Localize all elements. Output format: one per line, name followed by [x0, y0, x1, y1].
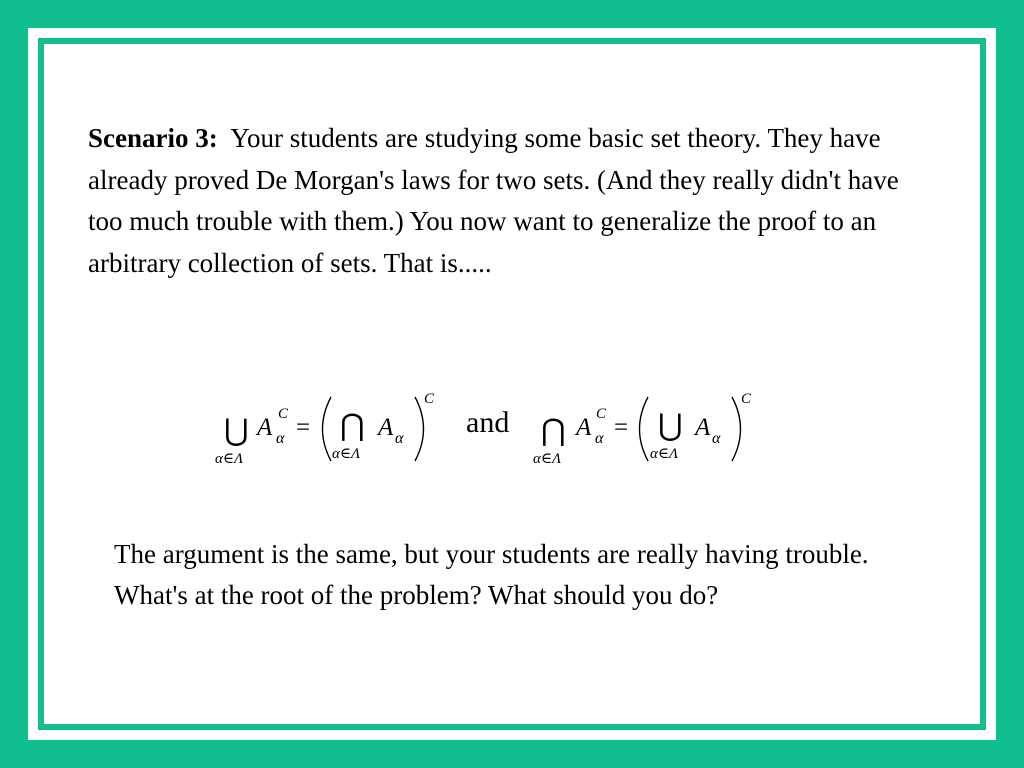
left-close-paren [415, 397, 424, 461]
right-inner-subscript: α [712, 430, 721, 447]
left-subscript: α [276, 430, 285, 447]
formula-graphic [44, 44, 980, 724]
left-inner-intersection-symbol: ⋂ [340, 409, 365, 442]
right-inner-set: A [695, 414, 711, 441]
right-set: A [576, 414, 592, 441]
right-outer-complement: C [741, 391, 752, 407]
left-open-paren [323, 397, 332, 461]
left-outer-index: α∈Λ [215, 451, 244, 467]
question-paragraph: The argument is the same, but your students are really having trouble. What's at the root of the problem? What should you do? [114, 539, 869, 610]
right-equals: = [614, 414, 629, 441]
right-outer-intersection-symbol: ⋂ [541, 414, 566, 447]
right-open-paren [640, 397, 649, 461]
left-equals: = [296, 414, 311, 441]
left-outer-union-symbol: ⋃ [224, 414, 249, 447]
right-complement: C [596, 406, 607, 422]
de-morgan-formula [44, 44, 980, 724]
left-inner-set: A [378, 414, 394, 441]
right-inner-union-symbol: ⋃ [658, 409, 683, 442]
left-outer-complement: C [424, 391, 435, 407]
right-subscript: α [595, 430, 604, 447]
right-inner-index: α∈Λ [650, 446, 679, 462]
slide [44, 44, 980, 724]
left-inner-subscript: α [395, 430, 404, 447]
right-outer-index: α∈Λ [533, 451, 562, 467]
left-complement: C [278, 406, 289, 422]
left-set: A [257, 414, 273, 441]
formula-connector: and [466, 406, 510, 439]
scenario-lead: Scenario 3: [88, 123, 218, 153]
left-inner-index: α∈Λ [332, 446, 361, 462]
right-close-paren [732, 397, 741, 461]
scenario-text: Your students are studying some basic set theory. They have already proved De Morgan's laws for two sets. (And they really didn't have too much trouble with them.) You now want to generalize the proof to an arbitrary collection of sets. That is..... [88, 123, 899, 278]
